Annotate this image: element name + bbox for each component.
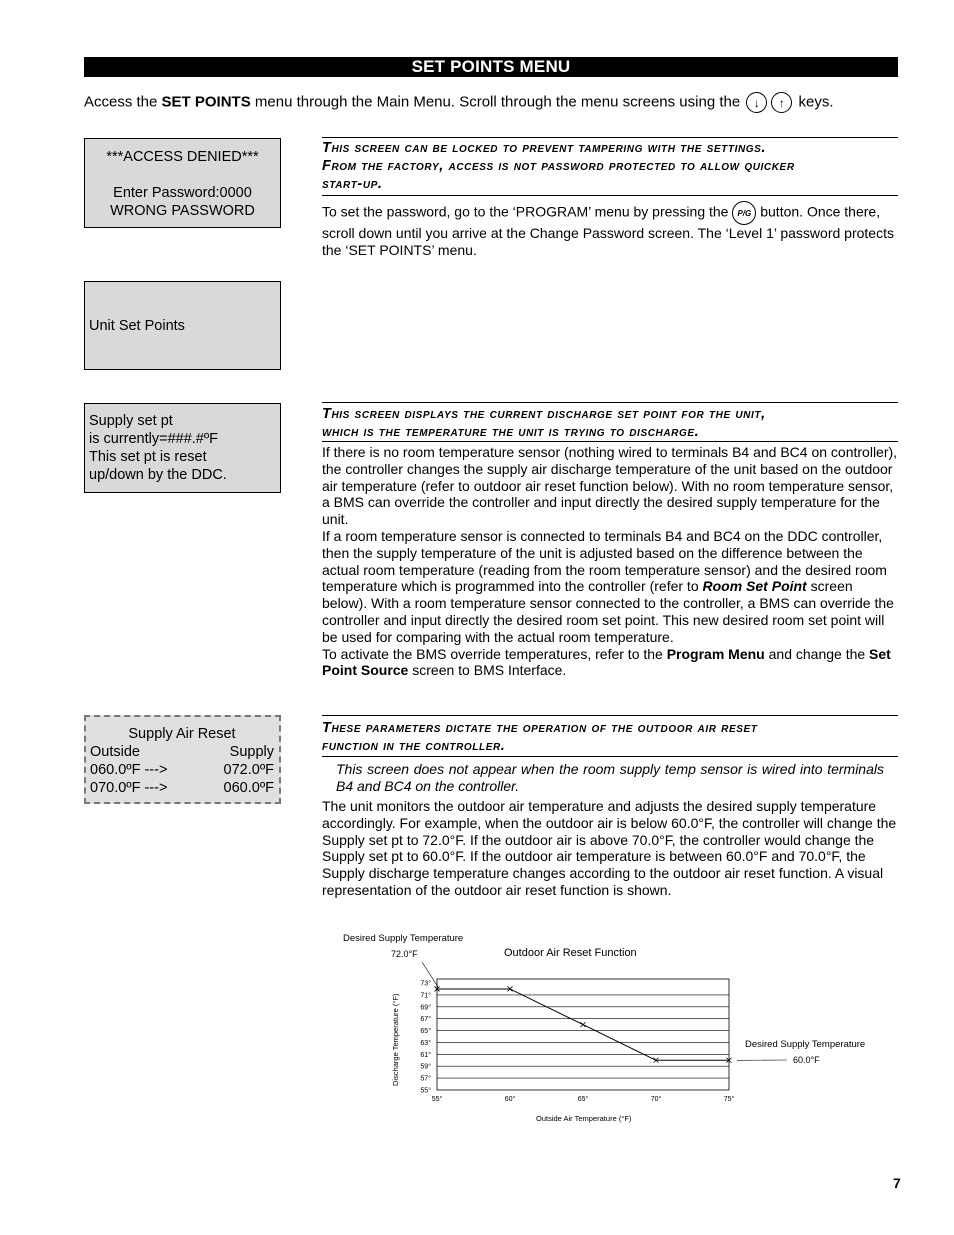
chart-y-tick-label: 61° — [420, 1051, 431, 1059]
chart-y-axis-label: Discharge Temperature (°F) — [391, 993, 400, 1086]
lcd-cell: Outside — [90, 744, 140, 760]
section3-note: This screen does not appear when the room supply temp sensor is wired into terminals B4 and BC4 on the controller. — [336, 761, 884, 794]
text-run: To activate the BMS override temperatures, refer to the — [322, 645, 667, 662]
lcd-supply-air-reset — [84, 715, 281, 804]
lcd-line: WRONG PASSWORD — [110, 203, 255, 219]
chart-y-tick-label: 59° — [420, 1063, 431, 1071]
divider — [322, 756, 898, 757]
section1-body — [322, 201, 898, 259]
chart-y-tick-label: 55° — [420, 1087, 431, 1095]
section2-heading — [322, 405, 898, 441]
chart-x-tick-label: 70° — [650, 1096, 662, 1103]
heading-line: which is the temperature the unit is trying to discharge. — [322, 424, 700, 440]
paragraph: If there is no room temperature sensor (nothing wired to terminals B4 and BC4 on controller), the controller changes the supply air discharge temperature of the unit based on the outdoor air temperature (refer to outdoor air reset function below). With no room temperature sensor, a BMS can override the controller and input directly the desired supply temperature for the unit. — [322, 444, 898, 528]
lcd-line: Supply Air Reset — [128, 726, 236, 742]
up-arrow-icon: ↑ — [771, 92, 792, 113]
lcd-cell: 060.0ºF ---> — [90, 762, 168, 778]
lcd-access-denied — [84, 138, 281, 228]
outdoor-air-reset-chart — [330, 925, 890, 1130]
intro-before: Access the — [84, 93, 162, 111]
paragraph — [322, 646, 898, 680]
chart-title: Outdoor Air Reset Function — [504, 947, 637, 959]
intro-end: keys. — [798, 93, 834, 111]
chart-plot-area — [420, 962, 787, 1103]
intro-bold: SET POINTS — [161, 93, 251, 111]
lcd-row — [90, 743, 274, 761]
paragraph — [322, 528, 898, 646]
lcd-unit-set-points — [84, 281, 281, 370]
lcd-line: ***ACCESS DENIED*** — [106, 149, 259, 165]
text-run: screen below). With a room temperature sensor connected to the controller, a BMS can override the controller and input directly the desired room set point. This new desired room set point will be used for comparing with the actual room temperature. — [322, 578, 894, 645]
text-run: Set Point Source — [322, 645, 891, 679]
lcd-line: This set pt is reset — [89, 449, 207, 465]
chart-x-tick-label: 60° — [504, 1096, 516, 1103]
section3-heading — [322, 719, 898, 755]
body-text: button. Once there, scroll down until you arrive at the Change Password screen. The ‘Level 1’ password protects the ‘SET POINTS’ menu. — [322, 203, 894, 258]
page-number: 7 — [893, 1175, 901, 1191]
section3-body: The unit monitors the outdoor air temperature and adjusts the desired supply temperature accordingly. For example, when the outdoor air is below 60.0°F, the controller will change the Supply set pt to 72.0°F. If the outdoor air is above 70.0°F, the controller would change the Supply set pt to 60.0°F. If the outdoor air temperature is between 60.0°F and 70.0°F, the Supply discharge temperature changes according to the outdoor air reset function. A visual representation of the outdoor air reset function is shown. — [322, 798, 897, 898]
chart-x-tick-label: 55° — [431, 1096, 443, 1103]
text-run: screen to BMS Interface. — [408, 662, 567, 679]
chart-top-value: 72.0°F — [391, 949, 418, 959]
chart-top-label: Desired Supply Temperature — [343, 933, 464, 944]
chart-x-axis-label: Outside Air Temperature (°F) — [536, 1114, 632, 1123]
chart-x-tick-label: 65° — [577, 1096, 589, 1103]
lcd-cell: 072.0ºF — [223, 762, 274, 778]
divider — [322, 402, 898, 403]
heading-line: This screen displays the current discharge set point for the unit, — [322, 406, 766, 422]
section-title-bar — [84, 57, 898, 77]
text-run: Room Set Point — [702, 578, 807, 595]
lcd-row — [90, 779, 274, 797]
text-run: and change the — [764, 645, 870, 662]
chart-y-tick-label: 63° — [420, 1039, 431, 1047]
section1-heading — [322, 139, 898, 193]
divider — [322, 715, 898, 716]
intro-after: menu through the Main Menu. Scroll through the menu screens using the — [250, 93, 741, 111]
chart-frame — [437, 979, 729, 1090]
heading-line: This screen can be locked to prevent tampering with the settings. — [322, 140, 767, 156]
lcd-supply-set-pt — [84, 403, 281, 493]
text-run: Program Menu — [666, 645, 765, 662]
section-title: SET POINTS MENU — [411, 57, 571, 76]
chart-y-tick-label: 71° — [420, 992, 431, 1000]
divider — [322, 195, 898, 196]
lcd-cell: Supply — [229, 744, 274, 760]
heading-line: From the factory, access is not password protected to allow quicker — [322, 158, 795, 174]
heading-line: These parameters dictate the operation of the outdoor air reset — [322, 720, 758, 736]
divider — [322, 441, 898, 442]
section2-body — [322, 444, 898, 679]
heading-line: start-up. — [322, 176, 383, 192]
chart-y-tick-label: 73° — [420, 980, 431, 988]
chart-right-label: Desired Supply Temperature — [745, 1039, 866, 1050]
chart-y-tick-label: 69° — [420, 1004, 431, 1012]
down-arrow-icon: ↓ — [746, 92, 767, 113]
chart-right-value: 60.0°F — [793, 1055, 820, 1065]
program-button-icon: P/G — [732, 201, 756, 225]
chart-y-tick-label: 67° — [420, 1016, 431, 1024]
lcd-line: Unit Set Points — [89, 318, 185, 334]
lcd-line: up/down by the DDC. — [89, 467, 227, 483]
heading-line: function in the controller. — [322, 738, 506, 754]
lcd-line: Supply set pt — [89, 413, 173, 429]
chart-y-tick-label: 65° — [420, 1028, 431, 1036]
intro-text — [84, 92, 834, 113]
chart-data-point — [581, 1022, 586, 1027]
lcd-line: is currently=###.#ºF — [89, 431, 219, 447]
text-run: If a room temperature sensor is connected to terminals B4 and BC4 on the DDC controller, then the supply temperature of the unit is adjusted based on the difference between the actual room temperature (reading from the room temperature sensor) and the desired room temperature which is programmed into the controller (refer to — [322, 527, 887, 595]
body-text: To set the password, go to the ‘PROGRAM’ menu by pressing the — [322, 203, 729, 220]
lcd-row — [90, 761, 274, 779]
lcd-line: Enter Password:0000 — [113, 185, 252, 201]
lcd-cell: 070.0ºF ---> — [90, 780, 168, 796]
chart-x-tick-label: 75° — [723, 1096, 735, 1103]
chart-y-tick-label: 57° — [420, 1075, 431, 1083]
divider — [322, 137, 898, 138]
lcd-cell: 060.0ºF — [223, 780, 274, 796]
